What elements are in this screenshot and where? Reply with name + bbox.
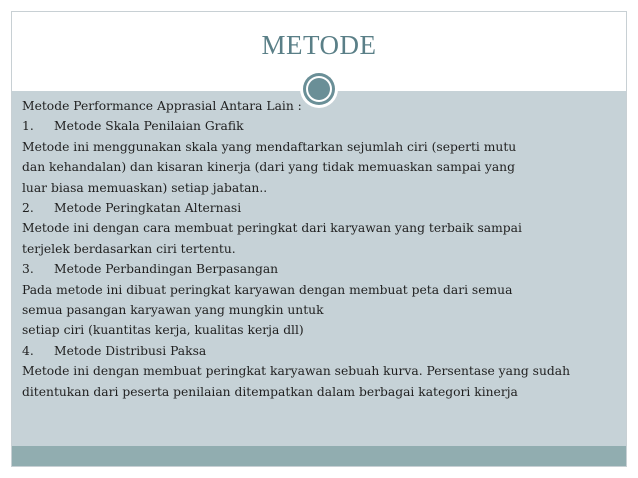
- line-text: dan kehandalan) dan kisaran kinerja (dari yang tidak memuaskan sampai yang: [22, 160, 515, 175]
- list-number: 1.: [22, 119, 34, 134]
- line-text: Pada metode ini dibuat peringkat karyawan dengan membuat peta dari semua: [22, 282, 513, 297]
- line-text: terjelek berdasarkan ciri tertentu.: [22, 241, 236, 256]
- body-line: [22, 96, 622, 116]
- line-text: setiap ciri (kuantitas kerja, kualitas kerja dll): [22, 323, 304, 338]
- line-text: semua pasangan karyawan yang mungkin untuk: [22, 303, 324, 318]
- body-line: [22, 137, 622, 157]
- slide-title: METODE: [261, 30, 377, 60]
- body-line: [22, 361, 622, 381]
- line-text: Metode ini dengan cara membuat peringkat dari karyawan yang terbaik sampai: [22, 221, 522, 236]
- body-line: [22, 157, 622, 177]
- line-text: ditentukan dari peserta penilaian ditempatkan dalam berbagai kategori kinerja: [22, 384, 518, 399]
- list-item-heading: [22, 198, 622, 218]
- line-text: Metode ini menggunakan skala yang mendaftarkan sejumlah ciri (seperti mutu: [22, 139, 517, 154]
- line-text: Metode Peringkatan Alternasi: [54, 201, 242, 216]
- list-number: 4.: [22, 343, 34, 358]
- list-item-heading: [22, 341, 622, 361]
- list-number: 2.: [22, 201, 34, 216]
- body-line: [22, 239, 622, 259]
- line-text: Metode ini dengan membuat peringkat karyawan sebuah kurva. Persentase yang sudah: [22, 364, 571, 379]
- body-line: [22, 218, 622, 238]
- line-text: Metode Distribusi Paksa: [54, 343, 207, 358]
- slide-body: [22, 96, 622, 402]
- line-text: Metode Skala Penilaian Grafik: [54, 119, 244, 134]
- body-line: [22, 382, 622, 402]
- body-line: [22, 320, 622, 340]
- list-item-heading: [22, 116, 622, 136]
- body-line: [22, 178, 622, 198]
- footer-band: [12, 446, 626, 466]
- body-line: [22, 280, 622, 300]
- body-line: [22, 300, 622, 320]
- line-text: luar biasa memuaskan) setiap jabatan..: [22, 180, 268, 195]
- list-number: 3.: [22, 262, 34, 277]
- line-text: Metode Performance Apprasial Antara Lain :: [22, 99, 302, 113]
- line-text: Metode Perbandingan Berpasangan: [54, 262, 279, 277]
- list-item-heading: [22, 259, 622, 279]
